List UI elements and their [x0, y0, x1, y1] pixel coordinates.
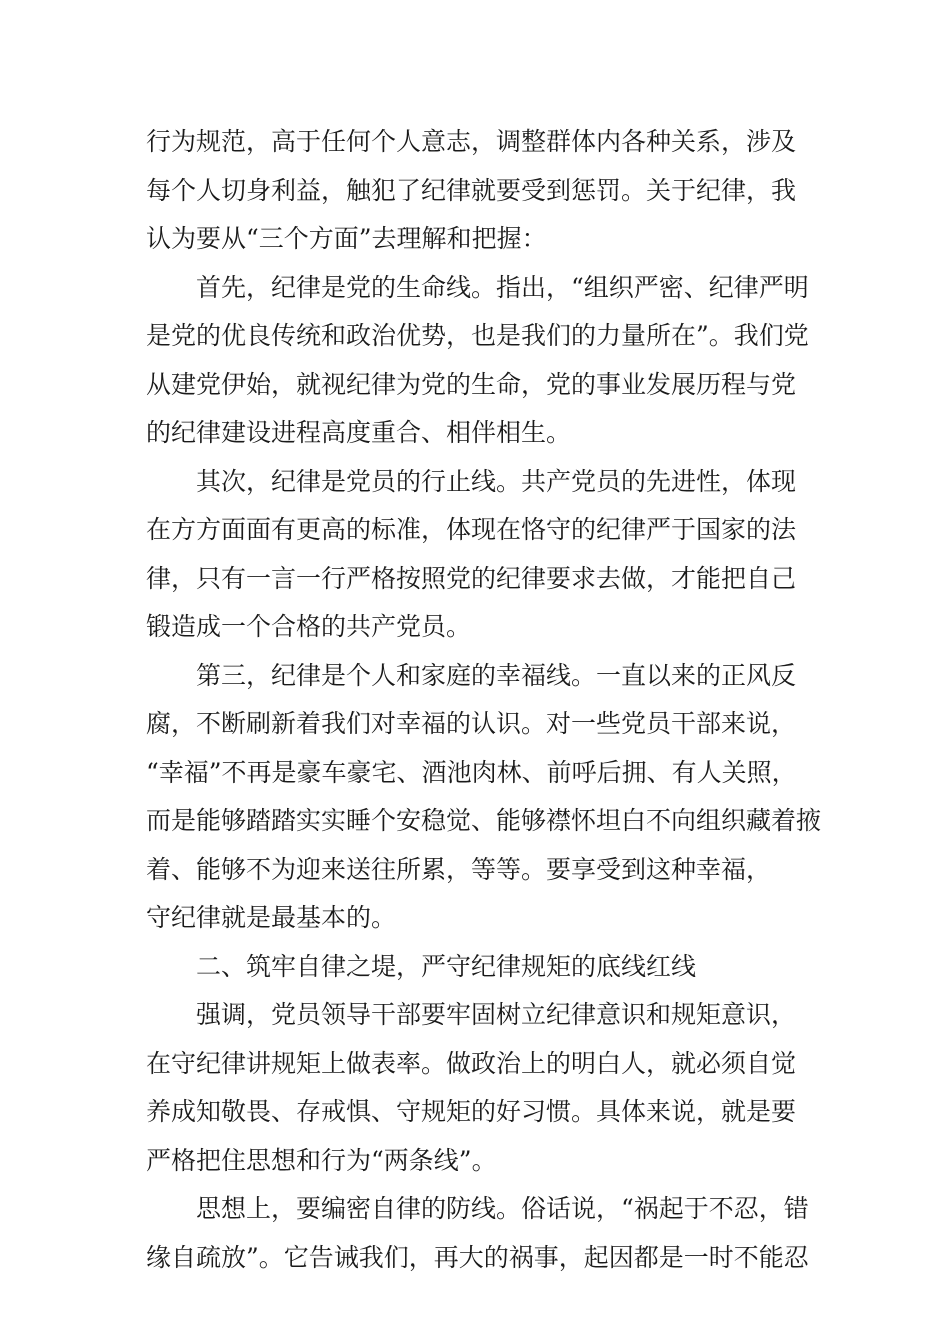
- text-line: 律，只有一言一行严格按照党的纪律要求去做，才能把自己: [146, 563, 797, 593]
- text-line: 而是能够踏踏实实睡个安稳觉、能够襟怀坦白不向组织藏着掖: [146, 806, 822, 835]
- text-line: 严格把住思想和行为“两条线”。: [146, 1145, 497, 1175]
- document-body: [146, 118, 826, 1282]
- text-line: 在方方面面有更高的标准，体现在恪守的纪律严于国家的法: [146, 515, 797, 544]
- text-line: 锻造成一个合格的共产党员。: [146, 612, 472, 641]
- text-line: 是党的优良传统和政治优势，也是我们的力量所在”。我们党: [146, 321, 809, 350]
- text-line: 行为规范，高于任何个人意志，调整群体内各种关系，涉及: [146, 127, 797, 156]
- text-line: “幸福”不再是豪车豪宅、酒池肉林、前呼后拥、有人关照，: [146, 757, 797, 787]
- text-line: 的纪律建设进程高度重合、相伴相生。: [146, 418, 572, 447]
- text-line: 在守纪律讲规矩上做表率。做政治上的明白人，就必须自觉: [146, 1048, 797, 1078]
- text-line: 养成知敬畏、存戒惧、守规矩的好习惯。具体来说，就是要: [146, 1097, 797, 1126]
- text-line: 缘自疏放”。它告诫我们，再大的祸事，起因都是一时不能忍: [146, 1242, 809, 1272]
- text-line: 守纪律就是最基本的。: [146, 903, 397, 932]
- paragraph-first-line: 其次，纪律是党员的行止线。共产党员的先进性，体现: [196, 466, 797, 496]
- text-line: 每个人切身利益，触犯了纪律就要受到惩罚。关于纪律，我: [146, 175, 797, 205]
- paragraph-first-line: 第三，纪律是个人和家庭的幸福线。一直以来的正风反: [196, 660, 797, 690]
- paragraph-first-line: 思想上，要编密自律的防线。俗话说，“祸起于不忍，错: [196, 1194, 809, 1223]
- text-line: 腐，不断刷新着我们对幸福的认识。对一些党员干部来说，: [146, 709, 797, 738]
- text-line: 认为要从“三个方面”去理解和把握：: [146, 224, 547, 253]
- paragraph-first-line: 强调，党员领导干部要牢固树立纪律意识和规矩意识，: [196, 1000, 797, 1029]
- text-line: 着、能够不为迎来送往所累，等等。要享受到这种幸福，: [146, 854, 772, 884]
- text-line: 从建党伊始，就视纪律为党的生命，党的事业发展历程与党: [146, 369, 797, 399]
- section-heading: 二、筑牢自律之堤，严守纪律规矩的底线红线: [196, 951, 697, 981]
- paragraph-first-line: 首先，纪律是党的生命线。指出，“组织严密、纪律严明: [196, 272, 809, 302]
